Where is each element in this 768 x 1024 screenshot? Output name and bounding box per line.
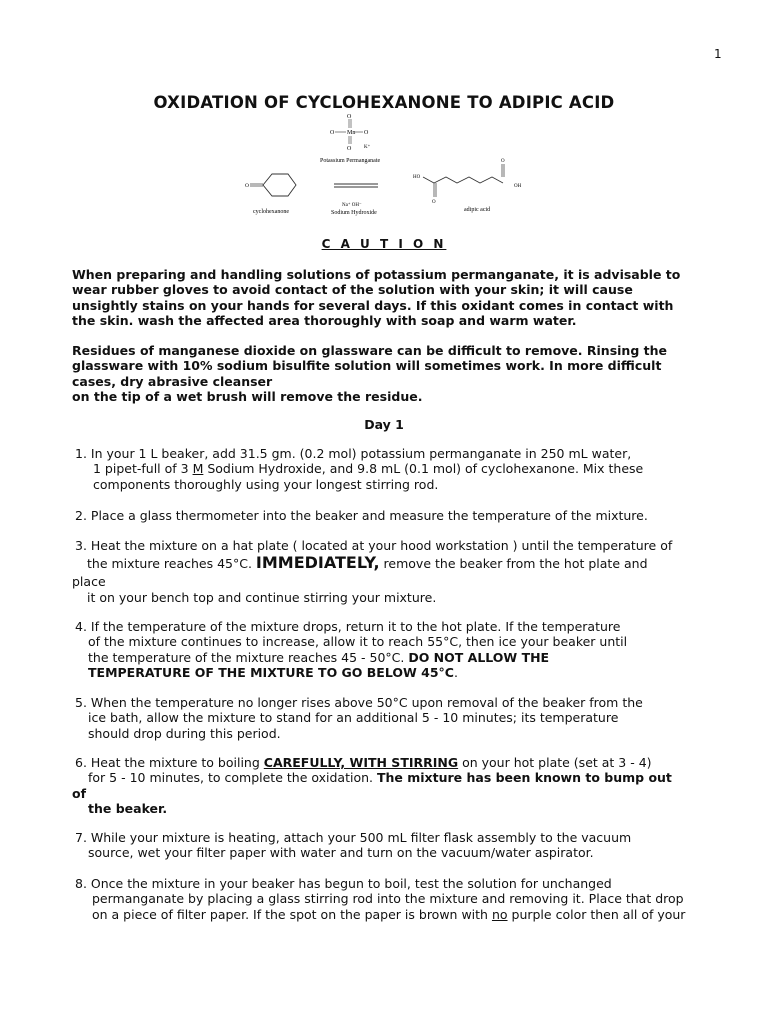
reaction-structures [236, 110, 536, 220]
step-line: 4. If the temperature of the mixture drops, return it to the hot plate. If the temperature [75, 619, 621, 634]
caution-paragraph-1 [72, 267, 712, 328]
caution-para1-line: the skin. wash the affected area thoroughly with soap and warm water. [72, 312, 577, 328]
kmno4-mn: Mn [347, 130, 356, 136]
adipic-o-top: O [501, 159, 505, 164]
step-line: the beaker. [88, 800, 168, 816]
step-line: the mixture reaches 45°C. IMMEDIATELY, remove the beaker from the hot plate and [87, 553, 648, 573]
caution-para1-line: When preparing and handling solutions of potassium permanganate, it is advisable to [72, 267, 681, 282]
kmno4-o-left: O [330, 130, 335, 136]
step-line: of the mixture continues to increase, allow it to reach 55°C, then ice your beaker until [88, 634, 628, 650]
step-line: 2. Place a glass thermometer into the beaker and measure the temperature of the mixture. [75, 508, 648, 523]
naoh-label: Sodium Hydroxide [331, 210, 377, 216]
page-title: OXIDATION OF CYCLOHEXANONE TO ADIPIC ACID [153, 93, 615, 112]
procedure-step-1 [75, 446, 643, 492]
procedure-step-4 [75, 619, 627, 680]
cyclohexanone-label: cyclohexanone [253, 209, 289, 215]
adipic-label: adipic acid [464, 207, 491, 213]
adipic-ho: HO [413, 175, 421, 180]
adipic-oh: OH [514, 184, 522, 189]
step-line: 1 pipet-full of 3 M Sodium Hydroxide, and 9.8 mL (0.1 mol) of cyclohexanone. Mix these [93, 461, 644, 477]
caution-para2-line: cases, dry abrasive cleanser [72, 373, 273, 389]
caution-heading: C A U T I O N [321, 237, 447, 251]
procedure-step-3 [72, 538, 672, 605]
step-line: ice bath, allow the mixture to stand for an additional 5 - 10 minutes; its temperature [88, 710, 619, 726]
procedure-step-6 [72, 755, 672, 816]
kmno4-k: K⁺ [364, 145, 371, 150]
step-line: 7. While your mixture is heating, attach your 500 mL filter flask assembly to the vacuum [75, 830, 632, 845]
step-line: 8. Once the mixture in your beaker has begun to boil, test the solution for unchanged [75, 876, 612, 891]
step-line: source, wet your filter paper with water and turn on the vacuum/water aspirator. [88, 845, 594, 861]
step-line: on a piece of filter paper. If the spot on the paper is brown with no purple color then all of your [92, 906, 686, 922]
caution-paragraph-2 [72, 343, 712, 404]
procedure-step-8 [75, 876, 685, 922]
step-line: 6. Heat the mixture to boiling CAREFULLY, WITH STIRRING on your hot plate (set at 3 - 4) [75, 755, 652, 770]
step-line: components thoroughly using your longest stirring rod. [93, 476, 439, 492]
procedure-step-7 [75, 830, 631, 861]
step-line: of [72, 785, 87, 801]
kmno4-o-right: O [364, 130, 369, 136]
caution-para2-line: Residues of manganese dioxide on glassware can be difficult to remove. Rinsing the [72, 343, 667, 358]
step-line: it on your bench top and continue stirring your mixture. [87, 589, 437, 605]
caution-para1-line: wear rubber gloves to avoid contact of the solution with your skin; it will cause [72, 282, 633, 298]
step-line: for 5 - 10 minutes, to complete the oxidation. The mixture has been known to bump out [88, 770, 672, 786]
naoh-ions: Na⁺ OH⁻ [342, 203, 362, 208]
step-line: TEMPERATURE OF THE MIXTURE TO GO BELOW 45°C. [88, 664, 458, 680]
cyclohexanone-structure [245, 174, 296, 215]
caution-para1-line: unsightly stains on your hands for several days. If this oxidant comes in contact with [72, 297, 674, 313]
kmno4-o-top: O [347, 114, 352, 120]
kmno4-label: Potassium Permanganate [320, 158, 381, 164]
sodium-hydroxide-structure [331, 184, 378, 216]
kmno4-o-bottom: O [347, 146, 352, 152]
page-number: 1 [714, 47, 722, 61]
adipic-acid-structure [413, 159, 522, 213]
procedure-step-5 [75, 695, 643, 741]
step-line: 1. In your 1 L beaker, add 31.5 gm. (0.2 mol) potassium permanganate in 250 mL water, [75, 446, 632, 461]
day-heading: Day 1 [364, 417, 404, 432]
step-line: 5. When the temperature no longer rises above 50°C upon removal of the beaker from the [75, 695, 643, 710]
step-line: 3. Heat the mixture on a hat plate ( located at your hood workstation ) until the temperature of [75, 538, 673, 553]
step-line: the temperature of the mixture reaches 45 - 50°C. DO NOT ALLOW THE [88, 649, 550, 665]
adipic-o-bottom: O [432, 200, 436, 205]
caution-para2-line: glassware with 10% sodium bisulfite solution will sometimes work. In more difficult [72, 358, 662, 374]
potassium-permanganate-structure [320, 114, 380, 164]
step-line: permanganate by placing a glass stirring rod into the mixture and removing it. Place that drop [92, 891, 684, 907]
step-line: should drop during this period. [88, 725, 281, 741]
step-line: place [72, 574, 106, 590]
caution-para2-line: on the tip of a wet brush will remove the residue. [72, 388, 423, 404]
cyclohexanone-o: O [245, 183, 249, 189]
procedure-step-2 [75, 508, 648, 523]
